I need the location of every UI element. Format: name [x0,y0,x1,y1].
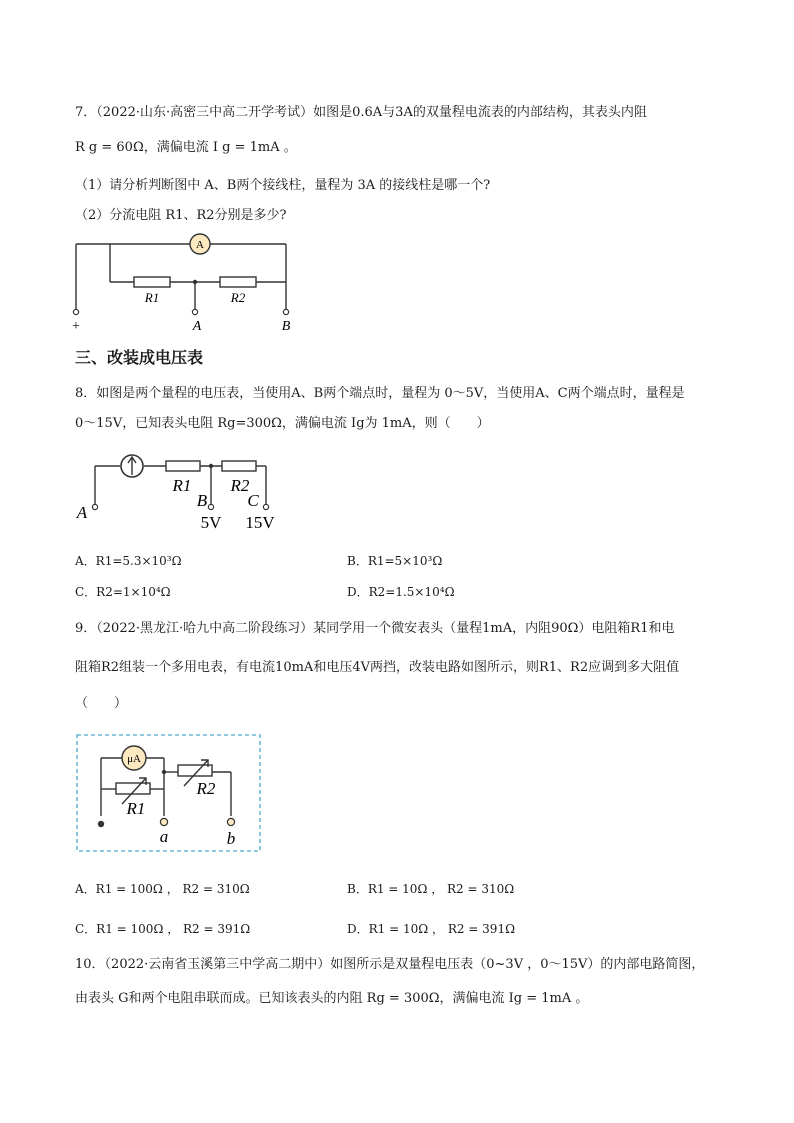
r1-label: R1 [144,290,160,305]
q9-circuit-diagram [76,734,262,854]
q8-option-c[interactable]: C．R2=1×10⁴Ω [75,585,171,599]
terminal-a-label: A [192,319,202,334]
q9-stem-line3: （ ） [75,696,128,711]
q8-circuit-diagram [70,448,290,534]
q8-stem-line1: 8．如图是两个量程的电压表，当使用A、B两个端点时，量程为 0～5V，当使用A、C两个端点时，量程是 [75,386,685,401]
r2-label: R2 [230,476,250,495]
range-15v-label: 15V [245,513,275,532]
terminal-b-label: B [281,319,291,334]
q9-stem-line2: 阻箱R2组装一个多用电表，有电流10mA和电压4V两挡，改装电路如图所示，则R1、R2应调到多大阻值 [75,660,680,675]
terminal-b-label: b [226,829,236,848]
q7-subquestion-1: （1）请分析判断图中 A、B两个接线柱，量程为 3A 的接线柱是哪一个? [75,178,491,193]
q9-option-a[interactable]: A．R1 = 100Ω ， R2 = 310Ω [75,882,250,896]
q10-stem-line1: 10．（2022·云南省玉溪第三中学高二期中）如图所示是双量程电压表（0~3V ，0～15V）的内部电路简图， [75,957,705,972]
q8-option-a[interactable]: A．R1=5.3×10³Ω [75,554,182,568]
terminal-a-label: A [76,503,88,522]
terminal-c-label: C [247,491,259,510]
q9-option-b[interactable]: B．R1 = 10Ω ， R2 = 310Ω [347,882,515,896]
range-5v-label: 5V [200,513,222,532]
r1-label: R1 [126,799,146,818]
plus-terminal-label: + [72,319,80,334]
q8-option-d[interactable]: D．R2=1.5×10⁴Ω [347,585,455,599]
q8-stem-line2: 0～15V，已知表头电阻 Rg=300Ω，满偏电流 Ig为 1mA，则（ ） [75,416,490,431]
terminal-a-label: a [159,827,169,846]
section-heading: 三、改装成电压表 [75,348,204,367]
q10-stem-line2: 由表头 G和两个电阻串联而成。已知该表头的内阻 Rg = 300Ω，满偏电流 Ig = 1mA 。 [75,991,589,1006]
r2-label: R2 [230,290,246,305]
terminal-b-label: B [196,491,208,510]
r1-label: R1 [172,476,192,495]
q7-stem-line2: R g = 60Ω，满偏电流 I g = 1mA 。 [75,140,297,155]
q8-option-b[interactable]: B．R1=5×10³Ω [347,554,443,568]
microammeter-label: μA [127,753,141,765]
q7-subquestion-2: （2）分流电阻 R1、R2分别是多少? [75,208,287,223]
r2-label: R2 [196,779,216,798]
q9-option-c[interactable]: C．R1 = 100Ω ， R2 = 391Ω [75,922,251,936]
q9-stem-line1: 9．（2022·黑龙江·哈九中高二阶段练习）某同学用一个微安表头（量程1mA，内阻90Ω）电阻箱R1和电 [75,621,675,636]
q9-option-d[interactable]: D．R1 = 10Ω ， R2 = 391Ω [347,922,516,936]
q7-circuit-diagram [70,232,300,336]
ammeter-label: A [196,239,204,251]
q7-stem-line1: 7．（2022·山东·高密三中高二开学考试）如图是0.6A与3A的双量程电流表的内部结构，其表头内阻 [75,105,647,120]
